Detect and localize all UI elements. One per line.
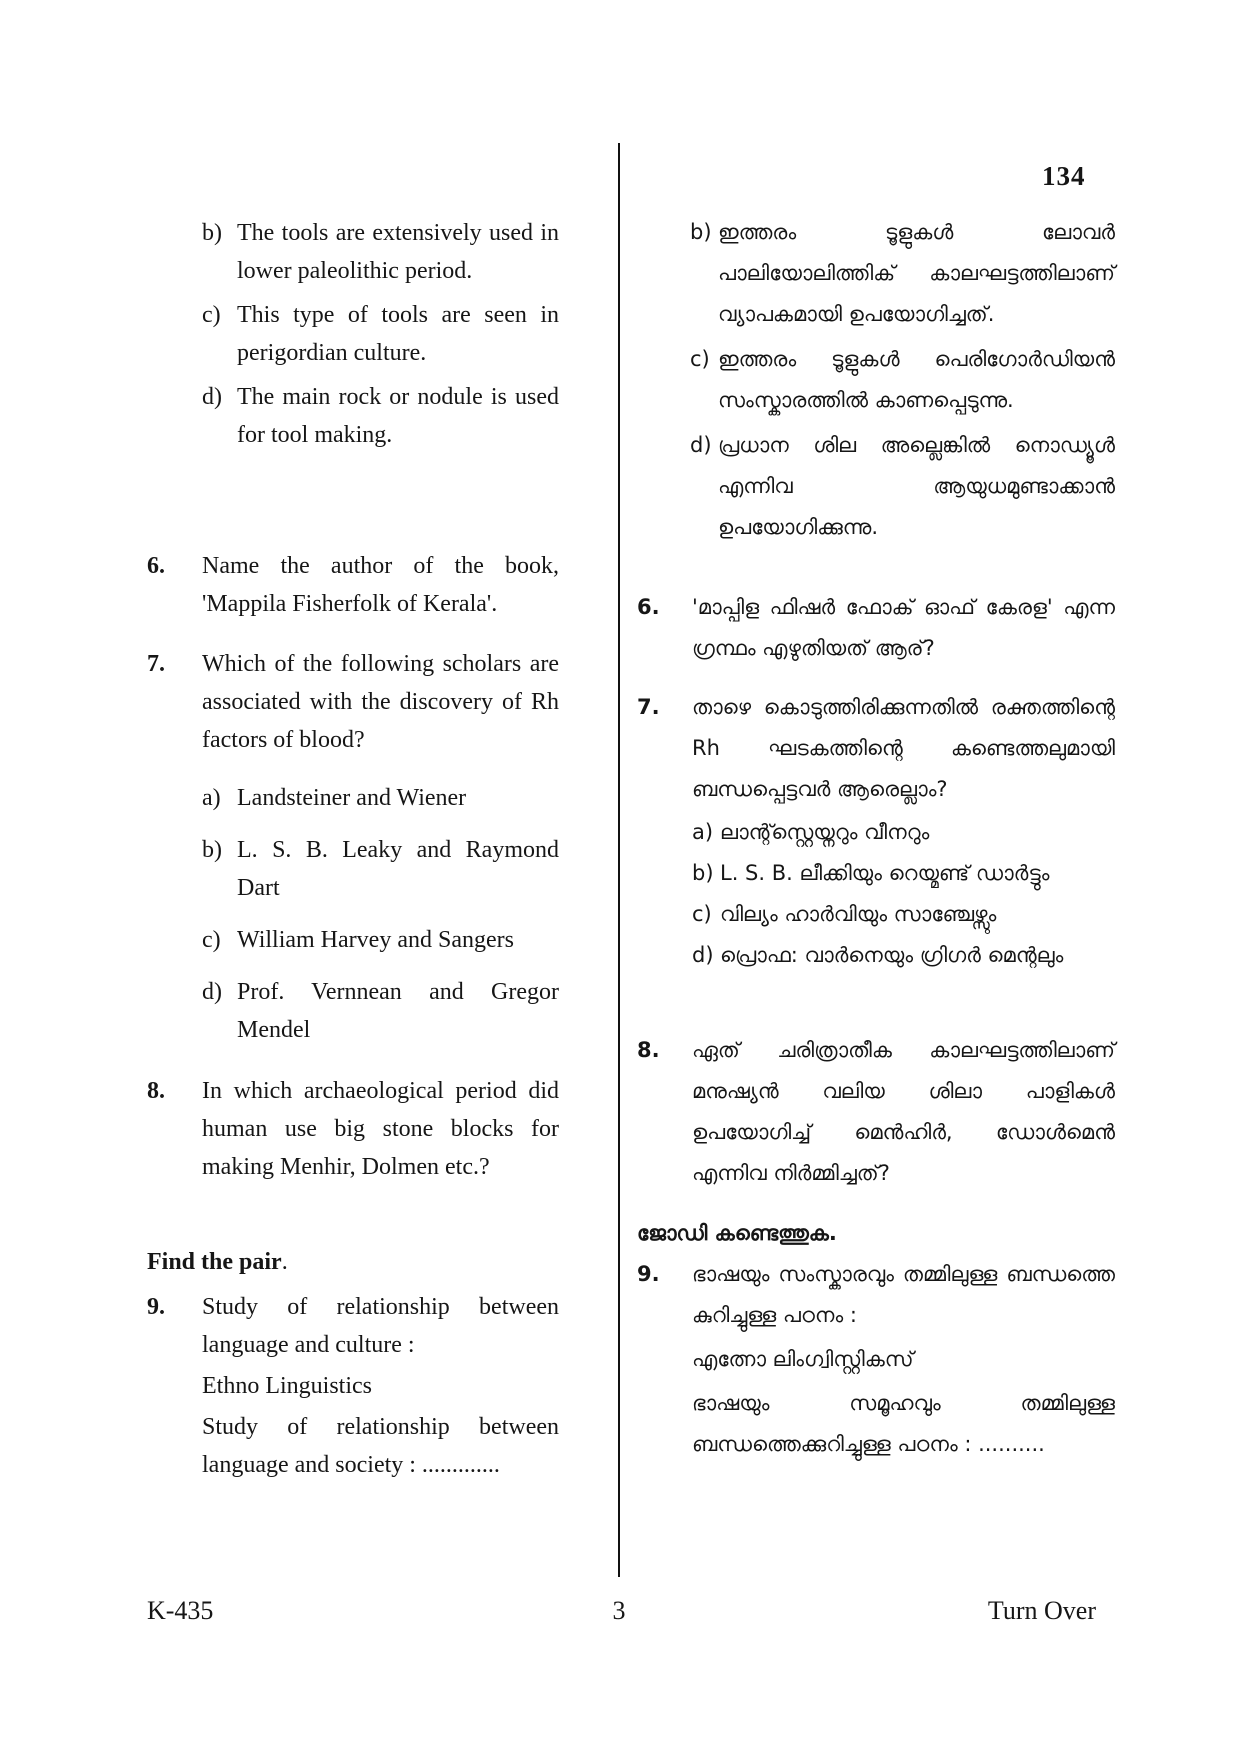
option-letter: b) xyxy=(690,220,712,244)
question-text: Name the author of the book, 'Mappila Fisherfolk of Kerala'. xyxy=(202,553,559,617)
pair-line-2: Ethno Linguistics xyxy=(202,1373,372,1399)
footer-page-number: 3 xyxy=(612,1596,626,1625)
option-b xyxy=(202,831,559,907)
section-heading-period: . xyxy=(281,1249,288,1275)
question-text: In which archaeological period did human use big stone blocks for making Menhir, Dolmen etc.? xyxy=(202,1078,559,1180)
section-heading-ml xyxy=(637,1213,1115,1254)
option-text: Landsteiner and Wiener xyxy=(237,785,467,811)
option-text: വില്യം ഹാർവിയും സാഞ്ചേഴ്സും xyxy=(720,902,997,926)
question-body xyxy=(692,687,1115,976)
pair-line-2: എത്നോ ലിംഗ്വിസ്റ്റികസ് xyxy=(692,1347,914,1371)
question-6-ml xyxy=(637,587,1115,669)
column-divider-line xyxy=(618,143,620,1577)
question-text: താഴെ കൊടുത്തിരിക്കുന്നതിൽ രക്തത്തിന്റെ Rh ഘടകത്തിന്റെ കണ്ടെത്തലുമായി ബന്ധപ്പെട്ടവർ ആരെല്ലാം? xyxy=(692,695,1115,801)
english-column xyxy=(147,214,559,1484)
option-letter: c) xyxy=(202,927,221,953)
question-body xyxy=(202,645,559,1049)
option-text: Prof. Vernnean and Gregor Mendel xyxy=(237,979,559,1043)
question-number: 8. xyxy=(637,1038,660,1062)
footer-paper-code: K-435 xyxy=(147,1596,214,1625)
option-text: L. S. B. Leaky and Raymond Dart xyxy=(237,837,559,901)
section-heading-en xyxy=(147,1243,559,1281)
option-d xyxy=(202,973,559,1049)
option-letter: a) xyxy=(202,785,221,811)
option-letter: b) xyxy=(202,837,222,863)
option-a xyxy=(692,812,1115,853)
question-text: Which of the following scholars are associated with the discovery of Rh factors of blood? xyxy=(202,651,559,753)
option-text: William Harvey and Sangers xyxy=(237,927,514,953)
option-b xyxy=(692,853,1115,894)
pair-line-3: Study of relationship between language and society : ............. xyxy=(202,1414,559,1478)
option-text: The main rock or nodule is used for tool making. xyxy=(237,384,559,448)
option-b-ml xyxy=(690,212,1115,335)
option-letter: b) xyxy=(202,220,222,246)
option-letter: d) xyxy=(202,979,222,1005)
question-8-en xyxy=(147,1072,559,1186)
option-letter: d) xyxy=(690,433,712,457)
option-d-ml xyxy=(690,425,1115,548)
option-letter: c) xyxy=(692,902,712,926)
question-number: 6. xyxy=(147,553,165,579)
question-7-en xyxy=(147,645,559,1049)
section-heading-text: Find the pair xyxy=(147,1249,282,1275)
option-letter: c) xyxy=(202,302,221,328)
malayalam-column xyxy=(637,212,1115,1465)
carryover-options-ml xyxy=(637,212,1115,548)
option-text: This type of tools are seen in perigordian culture. xyxy=(237,302,559,366)
question-number: 9. xyxy=(637,1262,660,1286)
option-text: ഇത്തരം ടൂളുകൾ പെരിഗോർഡിയൻ സംസ്കാരത്തിൽ കാണപ്പെടുന്നു. xyxy=(718,347,1115,412)
option-letter: c) xyxy=(690,347,710,371)
question-number: 7. xyxy=(147,651,165,677)
option-letter: d) xyxy=(202,384,222,410)
question-7-ml xyxy=(637,687,1115,976)
option-c xyxy=(202,921,559,959)
option-a xyxy=(202,779,559,817)
footer-turn-over: Turn Over xyxy=(987,1596,1096,1625)
question-text: ഏത് ചരിത്രാതീക കാലഘട്ടത്തിലാണ് മനുഷ്യൻ വലിയ ശിലാ പാളികൾ ഉപയോഗിച്ച് മെൻഹിർ, ഡോൾമെൻ എന്നിവ നിർമ്മിച്ചത്? xyxy=(692,1038,1115,1185)
carryover-options-en xyxy=(147,214,559,454)
question-6-en xyxy=(147,547,559,623)
option-c xyxy=(692,894,1115,935)
question-9-ml xyxy=(637,1254,1115,1465)
option-text: പ്രൊഫ: വാർനെയും ഗ്രിഗർ മെന്റലും xyxy=(720,943,1064,967)
pair-line-1: ഭാഷയും സംസ്കാരവും തമ്മിലുള്ള ബന്ധത്തെ കുറിച്ചുള്ള പഠനം : xyxy=(692,1262,1115,1327)
option-letter: b) xyxy=(692,861,714,885)
options-list xyxy=(692,812,1115,976)
question-number: 8. xyxy=(147,1078,165,1104)
question-body xyxy=(692,1254,1115,1465)
option-c-en xyxy=(202,296,559,372)
option-d xyxy=(692,935,1115,976)
pair-line-3: ഭാഷയും സമൂഹവും തമ്മിലുള്ള ബന്ധത്തെക്കുറിച്ചുള്ള പഠനം : .......... xyxy=(692,1391,1115,1456)
option-b-en xyxy=(202,214,559,290)
question-9-en xyxy=(147,1288,559,1484)
question-number: 7. xyxy=(637,695,660,719)
option-text: L. S. B. ലീക്കിയും റെയ്മണ്ട് ഡാർട്ടും xyxy=(720,861,1050,885)
option-text: ലാന്റ്സ്റ്റെയ്നറും വീനറും xyxy=(720,820,930,844)
pair-line-1: Study of relationship between language and culture : xyxy=(202,1294,559,1358)
question-8-ml xyxy=(637,1030,1115,1194)
option-c-ml xyxy=(690,339,1115,421)
question-text: 'മാപ്പിള ഫിഷർ ഫോക് ഓഫ് കേരള' എന്ന ഗ്രന്ഥം എഴുതിയത് ആര്? xyxy=(692,595,1115,660)
question-number: 6. xyxy=(637,595,660,619)
option-letter: d) xyxy=(692,943,714,967)
option-d-en xyxy=(202,378,559,454)
option-text: പ്രധാന ശില അല്ലെങ്കിൽ നൊഡ്യൂൾ എന്നിവ ആയുധമുണ്ടാക്കാൻ ഉപയോഗിക്കുന്നു. xyxy=(718,433,1115,539)
option-text: The tools are extensively used in lower paleolithic period. xyxy=(237,220,559,284)
section-heading-text: ജോഡി കണ്ടെത്തുക. xyxy=(637,1221,837,1245)
paper-code: 134 xyxy=(1042,161,1086,191)
option-letter: a) xyxy=(692,820,714,844)
question-body xyxy=(202,1288,559,1484)
option-text: ഇത്തരം ടൂളുകൾ ലോവർ പാലിയോലിത്തിക് കാലഘട്ടത്തിലാണ് വ്യാപകമായി ഉപയോഗിച്ചത്. xyxy=(718,220,1115,326)
options-list xyxy=(202,779,559,1049)
question-number: 9. xyxy=(147,1294,165,1320)
